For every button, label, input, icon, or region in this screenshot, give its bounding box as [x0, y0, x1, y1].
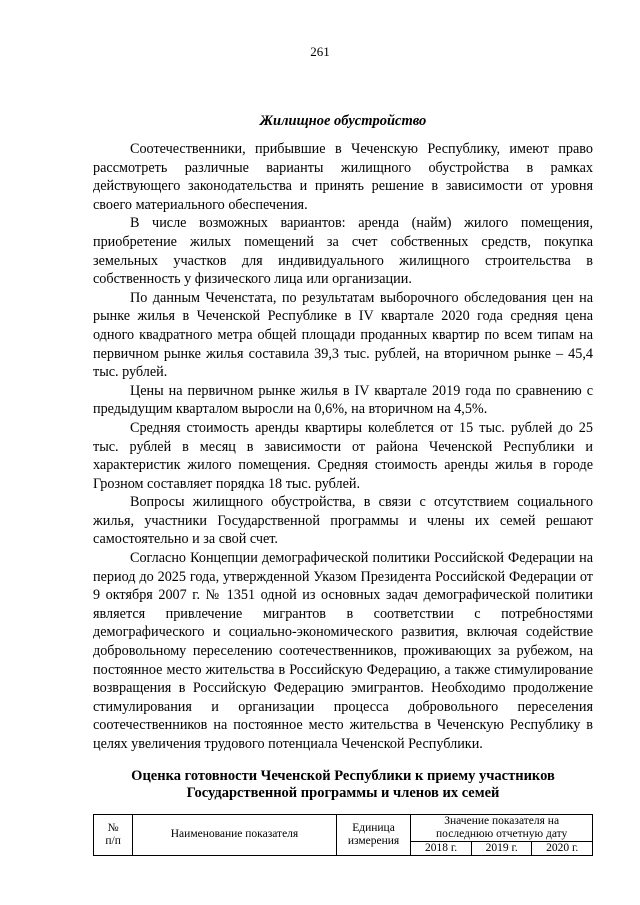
paragraph: Средняя стоимость аренды квартиры колеблется от 15 тыс. рублей до 25 тыс. рублей в месяц в зависимости от района Чеченской Республики и характеристик жилого помещения. Средняя стоимость аренды жилья в городе Грозном составляет порядка 18 тыс. рублей.	[93, 419, 593, 492]
header-value-line: Значение показателя на	[444, 814, 560, 827]
paragraph: Вопросы жилищного обустройства, в связи с отсутствием социального жилья, участники Государственной программы и члены их семей решают самостоятельно и за свой счет.	[93, 494, 593, 548]
header-year-2018: 2018 г.	[411, 841, 472, 855]
header-indicator-name: Наименование показателя	[133, 814, 336, 855]
paragraph: В числе возможных вариантов: аренда (найм) жилого помещения, приобретение жилых помещений за счет собственных средств, покупка земельных участков для индивидуального жилищного строительства в собственность у физического лица или организации.	[93, 215, 593, 288]
header-value	[411, 814, 593, 841]
header-number-symbol: №	[107, 821, 119, 834]
table-header-row	[94, 814, 593, 841]
header-unit-line: измерения	[347, 834, 400, 847]
paragraph: Согласно Концепции демографической политики Российской Федерации на период до 2025 года, утвержденной Указом Президента Российской Федерации от 9 октября 2007 г. № 1351 одной из основных задач демографической политики является привлечение мигрантов в соответствии с потребностями демографического и социально-экономического развития, включая содействие добровольному переселению соотечественников, проживающих за рубежом, на постоянное место жительства в Российскую Федерацию, а также стимулирование возвращения в Российскую Федерацию эмигрантов. Необходимо продолжение стимулирования и организации процесса добровольного переселения соотечественников на постоянное место жительства в Чеченскую Республику в целях увеличения трудового потенциала Чеченской Республики.	[93, 550, 593, 752]
paragraph: Цены на первичном рынке жилья в IV квартале 2019 года по сравнению с предыдущим кварталом выросли на 0,6%, на вторичном на 4,5%.	[93, 382, 593, 418]
header-unit	[336, 814, 411, 855]
header-value-line: последнюю отчетную дату	[436, 827, 568, 840]
paragraph: По данным Чеченстата, по результатам выборочного обследования цен на рынке жилья в Чеченской Республике в IV квартале 2020 года средняя цена одного квадратного метра общей площади проданных квартир по всем типам на первичном рынке жилья составила 39,3 тыс. рублей, на вторичном рынке – 45,4 тыс. рублей.	[93, 289, 593, 381]
page-number: 261	[310, 44, 330, 59]
document-body	[93, 112, 593, 856]
table-title	[93, 768, 593, 802]
table-title-line: Оценка готовности Чеченской Республики к приему участников	[131, 767, 555, 784]
header-number-abbr: п/п	[105, 834, 121, 847]
header-number	[94, 814, 133, 855]
header-year-2020: 2020 г.	[532, 841, 593, 855]
table-title-line: Государственной программы и членов их семей	[186, 784, 500, 801]
header-year-2019: 2019 г.	[471, 841, 532, 855]
section-title: Жилищное обустройство	[259, 113, 427, 129]
header-unit-line: Единица	[352, 821, 395, 834]
indicators-table	[93, 814, 593, 856]
paragraph: Соотечественники, прибывшие в Чеченскую Республику, имеют право рассмотреть различные варианты жилищного обустройства в рамках действующего законодательства и принять решение в зависимости от уровня своего материального обеспечения.	[93, 141, 593, 213]
